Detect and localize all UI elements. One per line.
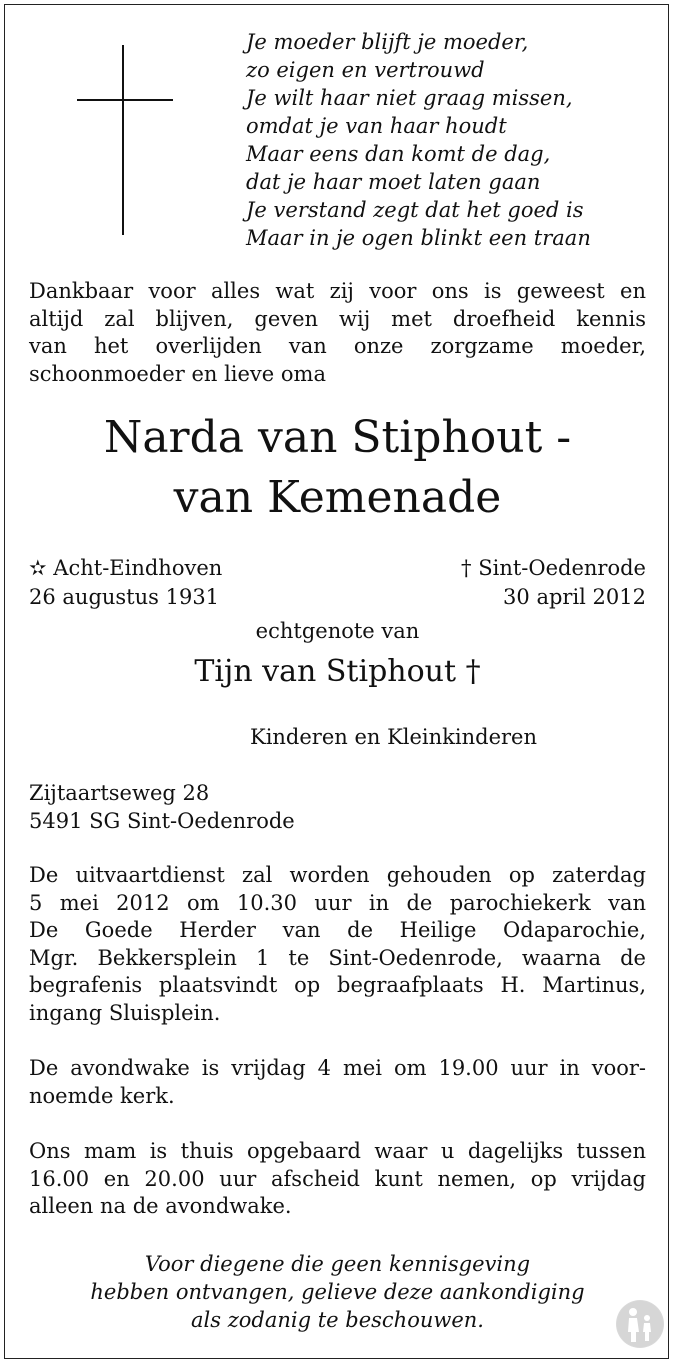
birth-date: 26 augustus 1931 (29, 585, 220, 609)
footer-line: als zodanig te beschouwen. (191, 1308, 484, 1332)
footer-line: Voor diegene die geen kennisgeving (144, 1252, 531, 1276)
birth-place-text: Acht-Eindhoven (53, 556, 223, 580)
poem-line: Je moeder blijft je moeder, (246, 30, 529, 54)
birth-place (29, 554, 222, 582)
intro-line: schoonmoeder en lieve oma (29, 361, 326, 386)
poem-line: Je verstand zegt dat het goed is (246, 198, 584, 222)
funeral-line: Mgr. Bekkersplein 1 te Sint-Oedenrode, waarna de (29, 945, 646, 970)
visit-line: alleen na de avondwake. (29, 1194, 292, 1218)
intro-line: van het overlijden van onze zorgzame moeder, (29, 334, 646, 358)
address-line: Zijtaartseweg 28 (29, 781, 210, 805)
visit-line: 16.00 en 20.00 uur afscheid kunt nemen, op vrijdag (29, 1166, 646, 1191)
funeral-line: begrafenis plaatsvindt op begraafplaats H. Martinus, (29, 973, 646, 997)
visit-line: Ons mam is thuis opgebaard waar u dagelijks tussen (29, 1139, 646, 1163)
poem-line: omdat je van haar houdt (246, 114, 507, 138)
dagger-icon: † (461, 556, 472, 580)
address-line: 5491 SG Sint-Oedenrode (29, 809, 295, 833)
spouse-label: echtgenote van (255, 619, 420, 643)
vigil-line: noemde kerk. (29, 1083, 175, 1108)
intro-line: Dankbaar voor alles wat zij voor ons is geweest en (29, 279, 646, 303)
poem (246, 28, 591, 252)
vigil-paragraph (29, 1055, 646, 1110)
poem-line: dat je haar moet laten gaan (246, 170, 541, 194)
intro-paragraph (29, 278, 646, 388)
deceased-name-line2: van Kemenade (173, 472, 502, 523)
funeral-line: ingang Sluisplein. (29, 1000, 221, 1025)
death-date: 30 april 2012 (503, 585, 646, 609)
poem-line: Maar eens dan komt de dag, (246, 142, 551, 166)
signed-by: Kinderen en Kleinkinderen (250, 725, 537, 749)
funeral-paragraph (29, 862, 646, 1027)
footer-line: hebben ontvangen, gelieve deze aankondiging (90, 1280, 585, 1304)
spouse-name: Tijn van Stiphout † (194, 654, 481, 689)
intro-line: altijd zal blijven, geven wij met droefheid kennis (29, 306, 646, 331)
vigil-line: De avondwake is vrijdag 4 mei om 19.00 uur in voor- (29, 1056, 646, 1080)
death-place (461, 554, 646, 582)
funeral-line: De uitvaartdienst zal worden gehouden op zaterdag (29, 863, 646, 887)
poem-line: Je wilt haar niet graag missen, (246, 86, 573, 110)
deceased-name-line1: Narda van Stiphout - (103, 412, 572, 463)
publisher-logo-icon (616, 1300, 664, 1348)
footer-note (0, 1250, 675, 1334)
visit-paragraph (29, 1138, 646, 1221)
death-place-text: Sint-Oedenrode (478, 556, 646, 580)
funeral-line: De Goede Herder van de Heilige Odaparochie, (29, 918, 646, 942)
funeral-line: 5 mei 2012 om 10.30 uur in de parochiekerk van (29, 890, 646, 915)
star-icon: ✫ (29, 556, 47, 580)
poem-line: Maar in je ogen blinkt een traan (246, 226, 591, 250)
poem-line: zo eigen en vertrouwd (246, 58, 485, 82)
